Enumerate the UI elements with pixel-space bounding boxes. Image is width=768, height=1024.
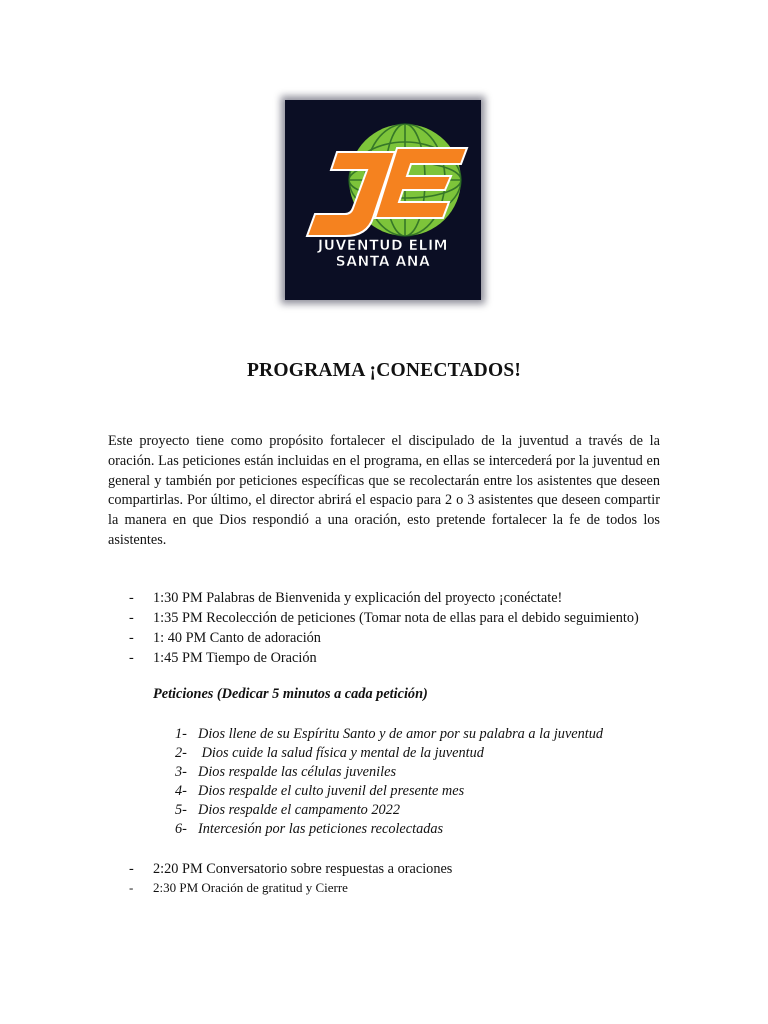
peticion-number: 2- — [175, 745, 187, 761]
peticion-number: 4- — [175, 783, 187, 799]
peticion-text: Dios respalde las células juveniles — [198, 764, 397, 780]
schedule-item-text: 1:35 PM Recolección de peticiones (Tomar nota de ellas para el debido seguimiento) — [153, 610, 639, 626]
schedule-item-text: 1: 40 PM Canto de adoración — [153, 630, 321, 646]
bullet-dash: - — [129, 630, 134, 646]
closing-item-text: 2:30 PM Oración de gratitud y Cierre — [153, 880, 348, 895]
logo-graphic — [285, 100, 481, 300]
peticion-text: Dios cuide la salud física y mental de la juventud — [198, 745, 484, 761]
document-title: PROGRAMA ¡CONECTADOS! — [246, 360, 522, 381]
schedule-item-text: 1:30 PM Palabras de Bienvenida y explicación del proyecto ¡conéctate! — [153, 590, 563, 606]
schedule-item-text: 1:45 PM Tiempo de Oración — [153, 650, 317, 666]
bullet-dash: - — [129, 861, 134, 877]
peticion-text: Dios respalde el culto juvenil del presente mes — [198, 783, 465, 799]
peticiones-heading: Peticiones (Dedicar 5 minutos a cada petición) — [153, 686, 428, 702]
peticion-number: 3- — [175, 764, 187, 780]
closing-item-text: 2:20 PM Conversatorio sobre respuestas a oraciones — [153, 861, 453, 877]
bullet-dash: - — [129, 880, 134, 895]
bullet-dash: - — [129, 610, 134, 626]
bullet-dash: - — [129, 590, 134, 606]
peticion-text: Dios llene de su Espíritu Santo y de amor por su palabra a la juventud — [198, 726, 604, 742]
logo-text-line-2: SANTA ANA — [335, 254, 431, 270]
peticion-text: Dios respalde el campamento 2022 — [198, 802, 400, 818]
peticion-number: 5- — [175, 802, 187, 818]
bullet-dash: - — [129, 650, 134, 666]
intro-paragraph: Este proyecto tiene como propósito fortalecer el discipulado de la juventud a través de la oración. Las peticiones están incluidas en el programa, en ellas se intercederá por la juventud en general y también por peticiones específicas que se recolectarán entre los asistentes que deseen compartirlas. Por último, el director abrirá el espacio para 2 o 3 asistentes que deseen compartir la manera en que Dios respondió a una oración, esto pretende fortalecer la fe de todos los asistentes. — [108, 433, 660, 548]
logo-text-line-1: JUVENTUD ELIM — [317, 238, 449, 254]
ministry-logo — [285, 100, 481, 300]
peticion-number: 1- — [175, 726, 187, 742]
peticion-number: 6- — [175, 821, 187, 837]
peticion-text: Intercesión por las peticiones recolectadas — [198, 821, 444, 837]
